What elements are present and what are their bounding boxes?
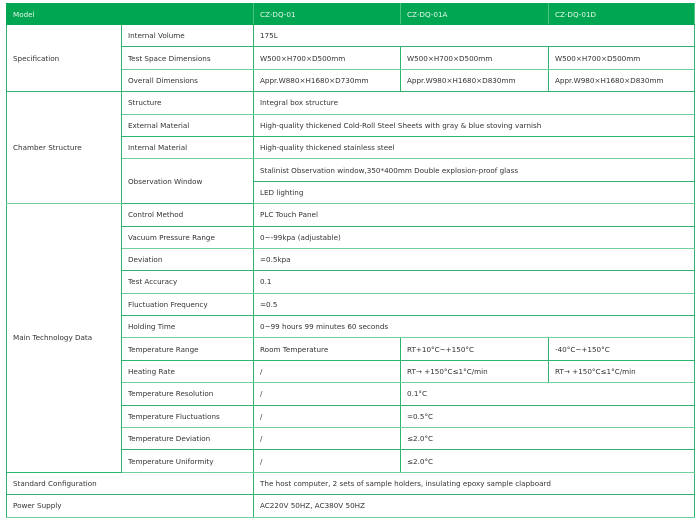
group-main-technology-data: Main Technology Data xyxy=(7,204,122,473)
row-value: W500×H700×D500mm xyxy=(549,47,695,69)
row-label: Test Space Dimensions xyxy=(122,47,254,69)
row-value: Stalinist Observation window,350*400mm Double explosion-proof glass xyxy=(254,159,695,181)
row-label: Vacuum Pressure Range xyxy=(122,226,254,248)
row-value: Appr.W880×H1680×D730mm xyxy=(254,69,401,91)
table-row xyxy=(7,92,695,114)
table-row xyxy=(7,25,695,47)
spec-table xyxy=(6,3,695,518)
row-value: -40°C~+150°C xyxy=(549,338,695,360)
row-label: Temperature Deviation xyxy=(122,428,254,450)
row-value: ≤2.0°C xyxy=(401,450,695,472)
row-value: RT→ +150°C≤1°C/min xyxy=(549,360,695,382)
row-label: Heating Rate xyxy=(122,360,254,382)
row-label: Temperature Fluctuations xyxy=(122,405,254,427)
model-cz-dq-01d: CZ-DQ-01D xyxy=(549,4,695,25)
row-label: Power Supply xyxy=(7,495,254,517)
row-value: 0~-99kpa (adjustable) xyxy=(254,226,695,248)
row-value: W500×H700×D500mm xyxy=(401,47,549,69)
row-value: =0.5°C xyxy=(401,405,695,427)
row-value: RT→ +150°C≤1°C/min xyxy=(401,360,549,382)
row-value: 0~99 hours 99 minutes 60 seconds xyxy=(254,316,695,338)
row-value: =0.5kpa xyxy=(254,248,695,270)
model-header: Model xyxy=(7,4,254,25)
row-value: AC220V 50HZ, AC380V 50HZ xyxy=(254,495,695,517)
model-cz-dq-01a: CZ-DQ-01A xyxy=(401,4,549,25)
row-label: Temperature Resolution xyxy=(122,383,254,405)
row-value: RT+10°C~+150°C xyxy=(401,338,549,360)
row-value: High-quality thickened stainless steel xyxy=(254,136,695,158)
row-value: / xyxy=(254,428,401,450)
row-value: =0.5 xyxy=(254,293,695,315)
row-value: LED lighting xyxy=(254,181,695,203)
row-label: External Material xyxy=(122,114,254,136)
model-cz-dq-01: CZ-DQ-01 xyxy=(254,4,401,25)
table-row xyxy=(7,495,695,517)
row-label: Test Accuracy xyxy=(122,271,254,293)
row-label: Internal Material xyxy=(122,136,254,158)
row-value: / xyxy=(254,360,401,382)
row-label: Temperature Uniformity xyxy=(122,450,254,472)
row-label: Overall Dimensions xyxy=(122,69,254,91)
row-value: High-quality thickened Cold-Roll Steel Sheets with gray & blue stoving varnish xyxy=(254,114,695,136)
row-value: / xyxy=(254,383,401,405)
row-label: Observation Window xyxy=(122,159,254,204)
row-value: / xyxy=(254,405,401,427)
row-value: Room Temperature xyxy=(254,338,401,360)
row-label: Fluctuation Frequency xyxy=(122,293,254,315)
row-label: Deviation xyxy=(122,248,254,270)
row-label: Structure xyxy=(122,92,254,114)
row-value: The host computer, 2 sets of sample holders, insulating epoxy sample clapboard xyxy=(254,472,695,494)
row-value: 0.1°C xyxy=(401,383,695,405)
row-value: ≤2.0°C xyxy=(401,428,695,450)
group-chamber-structure: Chamber Structure xyxy=(7,92,122,204)
header-row xyxy=(7,4,695,25)
table-row xyxy=(7,472,695,494)
row-label: Control Method xyxy=(122,204,254,226)
group-specification: Specification xyxy=(7,25,122,92)
row-value: Appr.W980×H1680×D830mm xyxy=(401,69,549,91)
row-label: Internal Volume xyxy=(122,25,254,47)
row-value: 175L xyxy=(254,25,695,47)
row-value: PLC Touch Panel xyxy=(254,204,695,226)
row-value: W500×H700×D500mm xyxy=(254,47,401,69)
row-value: / xyxy=(254,450,401,472)
row-value: Appr.W980×H1680×D830mm xyxy=(549,69,695,91)
row-label: Standard Configuration xyxy=(7,472,254,494)
row-label: Holding Time xyxy=(122,316,254,338)
row-label: Temperature Range xyxy=(122,338,254,360)
row-value: Integral box structure xyxy=(254,92,695,114)
row-value: 0.1 xyxy=(254,271,695,293)
table-row xyxy=(7,204,695,226)
